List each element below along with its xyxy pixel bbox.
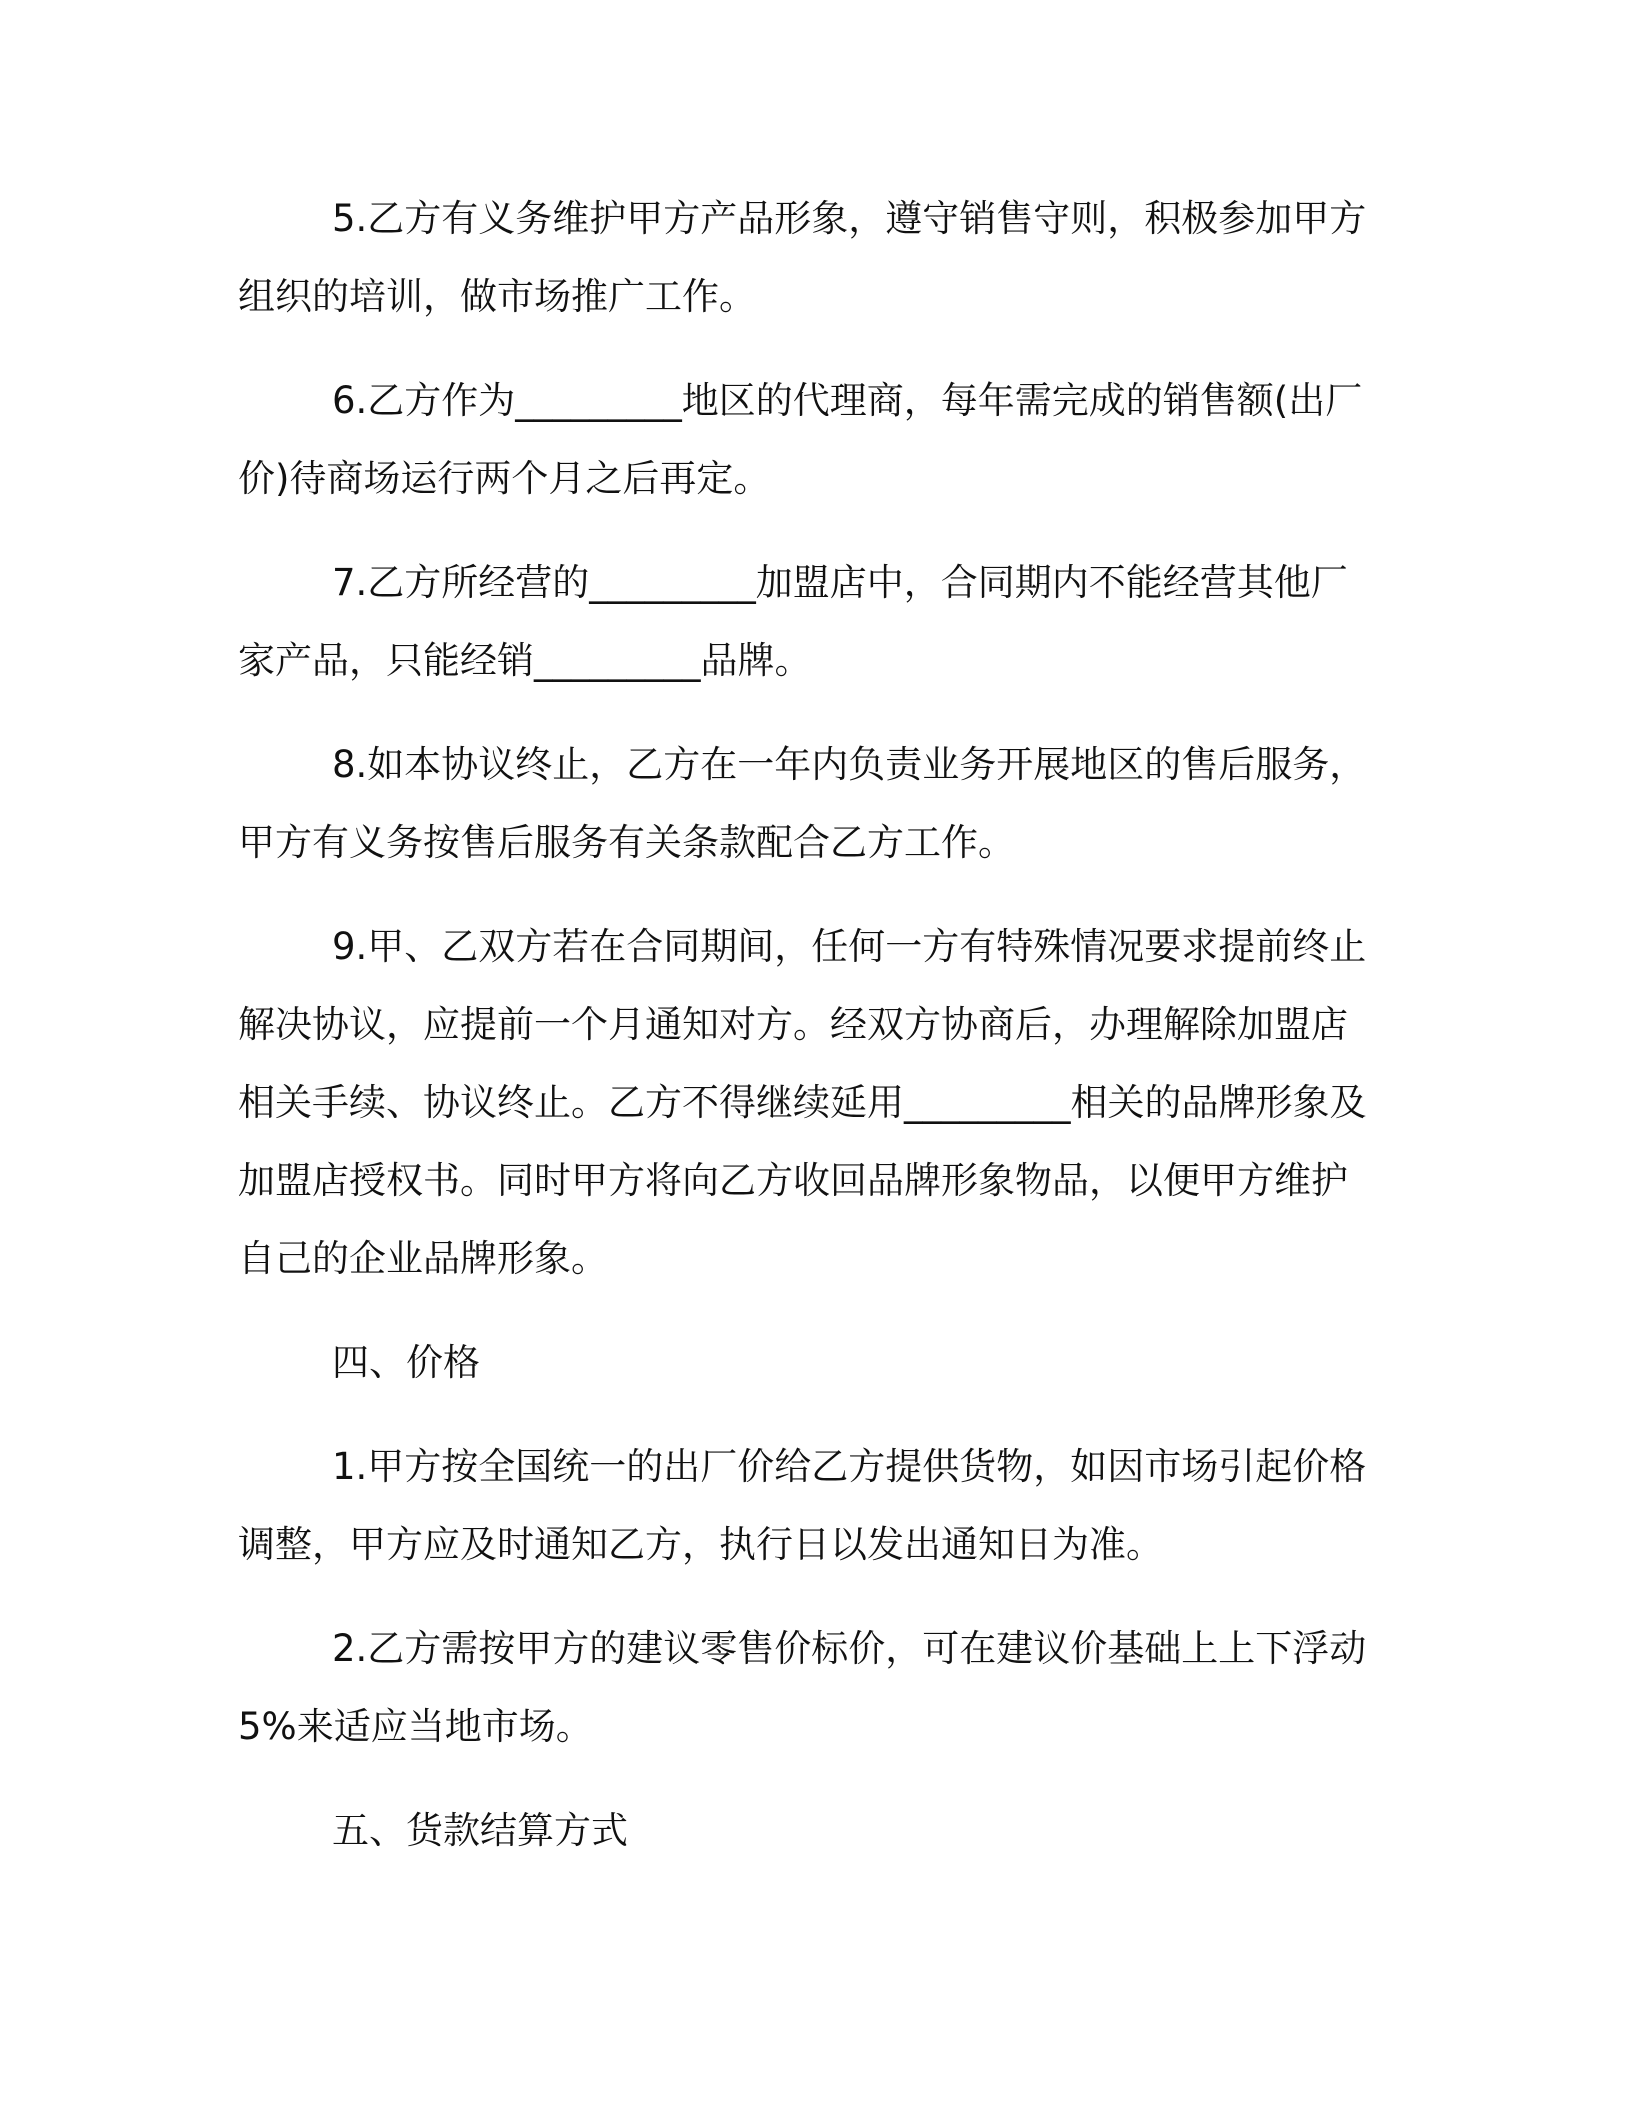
- section-heading-payment: 五、货款结算方式: [332, 1809, 628, 1852]
- section-heading-price: 四、价格: [332, 1341, 480, 1384]
- price-clause-2: 2.乙方需按甲方的建议零售价标价，可在建议价基础上上下浮动5%来适应当地市场。: [238, 1627, 1367, 1748]
- clause-7: 7.乙方所经营的_________加盟店中，合同期内不能经营其他厂家产品，只能经销_________品牌。: [238, 561, 1348, 682]
- clause-8: 8.如本协议终止，乙方在一年内负责业务开展地区的售后服务，甲方有义务按售后服务有关条款配合乙方工作。: [238, 743, 1367, 864]
- clause-5: 5.乙方有义务维护甲方产品形象，遵守销售守则，积极参加甲方组织的培训，做市场推广工作。: [238, 197, 1367, 318]
- document-page: [238, 180, 1378, 1870]
- clause-6: 6.乙方作为_________地区的代理商，每年需完成的销售额(出厂价)待商场运行两个月之后再定。: [238, 379, 1363, 500]
- clause-9: 9.甲、乙双方若在合同期间，任何一方有特殊情况要求提前终止解决协议，应提前一个月通知对方。经双方协商后，办理解除加盟店相关手续、协议终止。乙方不得继续延用_________相关的品牌形象及加盟店授权书。同时甲方将向乙方收回品牌形象物品，以便甲方维护自己的企业品牌形象。: [238, 925, 1367, 1280]
- price-clause-1: 1.甲方按全国统一的出厂价给乙方提供货物，如因市场引起价格调整，甲方应及时通知乙方，执行日以发出通知日为准。: [238, 1445, 1367, 1566]
